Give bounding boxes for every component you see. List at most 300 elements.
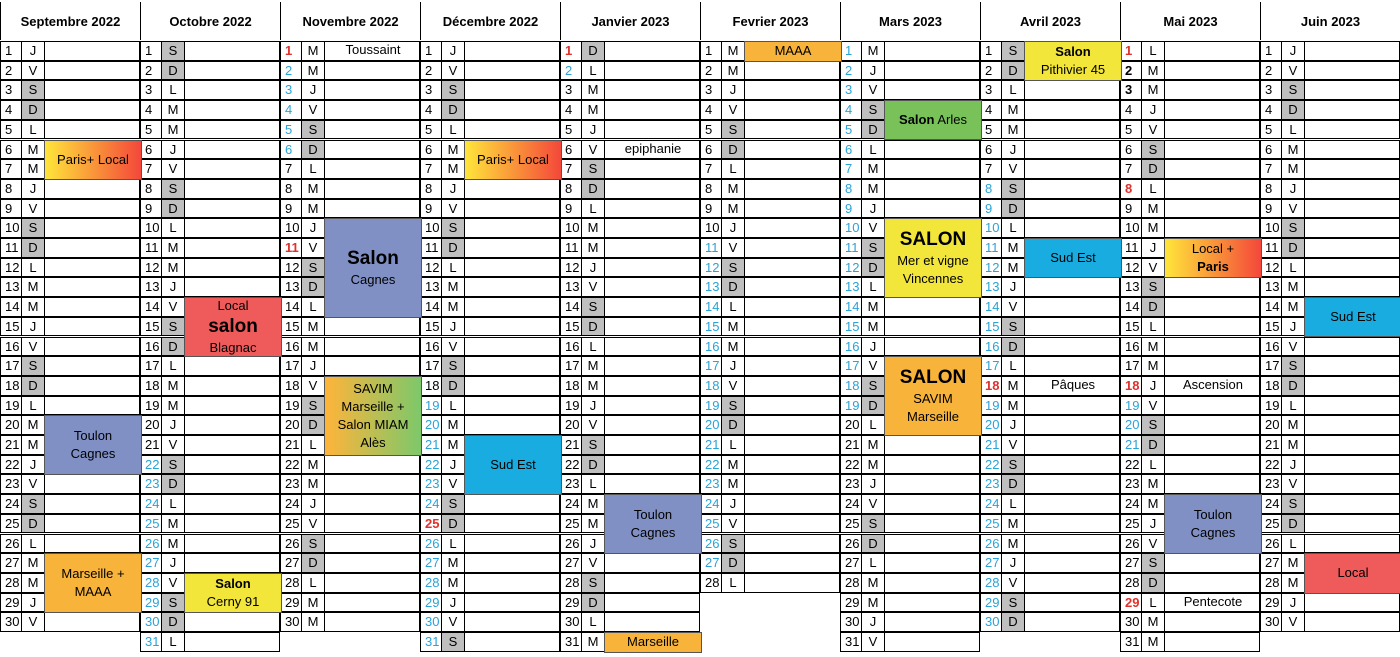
day-number: 11: [1260, 238, 1282, 258]
day-number: 25: [140, 514, 162, 534]
day-letter: J: [161, 140, 185, 160]
day-number: 3: [280, 80, 302, 100]
day-number: 22: [0, 455, 22, 475]
day-letter: S: [1001, 455, 1025, 475]
day-event-cell: [464, 120, 560, 140]
event-label: Salon Arles: [899, 112, 967, 128]
day-number: 29: [420, 593, 442, 613]
day-event-cell: [464, 415, 560, 435]
day-letter: D: [441, 100, 465, 120]
day-number: 21: [420, 435, 442, 455]
event-label: Marseille +: [61, 566, 125, 582]
day-number: 30: [980, 612, 1002, 632]
day-letter: V: [1001, 297, 1025, 317]
day-event-cell: [464, 494, 560, 514]
day-number: 3: [1120, 80, 1142, 100]
day-letter: D: [1001, 61, 1025, 81]
day-number: 25: [1260, 514, 1282, 534]
day-number: 19: [840, 396, 862, 416]
day-letter: J: [861, 61, 885, 81]
day-letter: D: [581, 593, 605, 613]
day-number: 16: [0, 337, 22, 357]
day-letter: M: [1281, 159, 1305, 179]
day-letter: M: [1281, 140, 1305, 160]
day-number: 1: [420, 41, 442, 61]
day-event-cell: [884, 494, 980, 514]
event-label: Toulon: [73, 428, 113, 444]
day-number: 23: [980, 474, 1002, 494]
day-number: 6: [1260, 140, 1282, 160]
month-header: Mai 2023: [1120, 2, 1260, 40]
day-event-cell: [1024, 415, 1120, 435]
day-event-cell: [184, 534, 280, 554]
day-event-cell: [44, 297, 140, 317]
day-event-cell: [884, 455, 980, 475]
day-number: 20: [420, 415, 442, 435]
day-event-cell: [1164, 415, 1260, 435]
event-label: Toulon: [1193, 507, 1233, 523]
day-number: 14: [280, 297, 302, 317]
day-letter: V: [721, 238, 745, 258]
day-event-cell: [464, 179, 560, 199]
day-number: 21: [0, 435, 22, 455]
day-number: 20: [840, 415, 862, 435]
day-number: 9: [1120, 199, 1142, 219]
day-event-cell: [604, 435, 700, 455]
day-event-cell: [184, 100, 280, 120]
event-block: [324, 218, 422, 318]
day-number: 15: [840, 317, 862, 337]
day-letter: M: [861, 41, 885, 61]
day-number: 24: [0, 494, 22, 514]
day-letter: M: [861, 179, 885, 199]
day-number: 3: [1260, 80, 1282, 100]
day-number: 17: [420, 356, 442, 376]
day-letter: V: [441, 612, 465, 632]
day-letter: M: [21, 415, 45, 435]
day-number: 15: [980, 317, 1002, 337]
day-letter: S: [301, 396, 325, 416]
day-event-cell: [324, 494, 420, 514]
day-event-cell: [604, 120, 700, 140]
day-event-cell: [1304, 41, 1400, 61]
day-number: 12: [560, 258, 582, 278]
day-number: 11: [0, 238, 22, 258]
day-event-cell: [884, 199, 980, 219]
day-number: 28: [1260, 573, 1282, 593]
day-event-cell: [44, 514, 140, 534]
day-number: 13: [840, 277, 862, 297]
day-event-cell: [44, 396, 140, 416]
day-event-cell: [884, 80, 980, 100]
day-number: 25: [420, 514, 442, 534]
day-letter: S: [581, 435, 605, 455]
day-number: 5: [560, 120, 582, 140]
day-number: 11: [280, 238, 302, 258]
day-letter: J: [861, 474, 885, 494]
day-letter: S: [161, 41, 185, 61]
day-letter: S: [721, 258, 745, 278]
day-event-cell: [184, 435, 280, 455]
day-number: 25: [700, 514, 722, 534]
day-letter: V: [161, 297, 185, 317]
day-event-cell: [604, 612, 700, 632]
day-number: 15: [560, 317, 582, 337]
day-number: 27: [980, 553, 1002, 573]
day-letter: L: [721, 435, 745, 455]
day-letter: V: [581, 277, 605, 297]
day-event-cell: [1164, 474, 1260, 494]
day-number: 12: [980, 258, 1002, 278]
day-number: 26: [140, 534, 162, 554]
day-number: 6: [700, 140, 722, 160]
day-letter: J: [301, 218, 325, 238]
day-number: 14: [0, 297, 22, 317]
day-number: 5: [1260, 120, 1282, 140]
day-letter: L: [1141, 317, 1165, 337]
day-number: 21: [1120, 435, 1142, 455]
day-number: 2: [840, 61, 862, 81]
day-number: 17: [980, 356, 1002, 376]
day-event-cell: [744, 159, 840, 179]
day-event-cell: [464, 199, 560, 219]
day-letter: J: [1001, 553, 1025, 573]
day-number: 30: [1260, 612, 1282, 632]
day-letter: M: [21, 297, 45, 317]
day-number: 13: [0, 277, 22, 297]
day-letter: S: [1141, 415, 1165, 435]
day-event-cell: [464, 573, 560, 593]
day-letter: J: [1281, 455, 1305, 475]
day-number: 30: [0, 612, 22, 632]
day-event-cell: [604, 593, 700, 613]
day-letter: V: [301, 514, 325, 534]
event-label: Sud Est: [1330, 309, 1376, 325]
day-letter: S: [301, 120, 325, 140]
day-letter: J: [1001, 140, 1025, 160]
day-letter: L: [1141, 41, 1165, 61]
day-number: 26: [700, 534, 722, 554]
event-block: [1164, 238, 1262, 278]
day-event-cell: [1164, 455, 1260, 475]
day-number: 7: [700, 159, 722, 179]
day-event-cell: [1304, 455, 1400, 475]
day-event-cell: [744, 553, 840, 573]
day-event-cell: [604, 474, 700, 494]
day-letter: M: [441, 415, 465, 435]
day-letter: J: [161, 553, 185, 573]
day-letter: J: [1141, 376, 1165, 396]
day-letter: L: [441, 258, 465, 278]
day-number: 3: [140, 80, 162, 100]
day-letter: D: [301, 553, 325, 573]
day-letter: L: [161, 632, 185, 652]
day-event-cell: [44, 474, 140, 494]
day-number: 28: [1120, 573, 1142, 593]
day-number: 18: [140, 376, 162, 396]
day-number: 30: [1120, 612, 1142, 632]
day-event-cell: [1164, 277, 1260, 297]
day-letter: S: [581, 159, 605, 179]
day-letter: D: [1281, 238, 1305, 258]
day-number: 28: [840, 573, 862, 593]
event-block: [1024, 238, 1122, 278]
day-event-cell: [1164, 553, 1260, 573]
day-event-cell: [324, 534, 420, 554]
day-event-cell: [1164, 632, 1260, 652]
day-letter: M: [1281, 297, 1305, 317]
day-letter: M: [441, 140, 465, 160]
day-letter: J: [161, 277, 185, 297]
day-event-cell: [604, 100, 700, 120]
event-label: Cerny 91: [206, 594, 260, 610]
day-event-cell: [744, 179, 840, 199]
day-letter: L: [441, 534, 465, 554]
day-letter: S: [581, 573, 605, 593]
day-number: 8: [560, 179, 582, 199]
day-letter: D: [1281, 376, 1305, 396]
day-number: 5: [140, 120, 162, 140]
day-number: 4: [560, 100, 582, 120]
day-number: 22: [1260, 455, 1282, 475]
day-event-cell: [884, 573, 980, 593]
day-event-cell: [464, 632, 560, 652]
day-number: 9: [140, 199, 162, 219]
day-number: 7: [560, 159, 582, 179]
day-number: 26: [560, 534, 582, 554]
day-event-cell: [1164, 159, 1260, 179]
day-letter: M: [301, 593, 325, 613]
day-number: 10: [0, 218, 22, 238]
day-event-cell: [44, 218, 140, 238]
day-number: 29: [1120, 593, 1142, 613]
day-letter: L: [1281, 534, 1305, 554]
day-event-cell: [1164, 61, 1260, 81]
day-letter: S: [1001, 41, 1025, 61]
day-letter: M: [721, 474, 745, 494]
day-event-cell: [1304, 612, 1400, 632]
day-number: 7: [420, 159, 442, 179]
event-label: MAAA: [774, 43, 812, 59]
day-number: 6: [840, 140, 862, 160]
day-letter: L: [301, 573, 325, 593]
day-number: 27: [0, 553, 22, 573]
day-event-cell: [1164, 120, 1260, 140]
day-number: 2: [280, 61, 302, 81]
day-letter: L: [581, 474, 605, 494]
day-number: 2: [140, 61, 162, 81]
day-letter: L: [1001, 218, 1025, 238]
day-letter: J: [1281, 41, 1305, 61]
day-letter: M: [21, 277, 45, 297]
day-letter: J: [721, 356, 745, 376]
day-letter: J: [1281, 593, 1305, 613]
day-letter: S: [21, 356, 45, 376]
day-number: 6: [560, 140, 582, 160]
event-label: Paris+ Local: [57, 151, 129, 167]
day-number: 13: [560, 277, 582, 297]
event-block: [604, 632, 702, 653]
day-event-cell: [744, 474, 840, 494]
day-letter: L: [1141, 455, 1165, 475]
day-event-cell: [184, 612, 280, 632]
day-letter: M: [1001, 120, 1025, 140]
day-letter: J: [301, 80, 325, 100]
day-number: 14: [420, 297, 442, 317]
day-number: 19: [420, 396, 442, 416]
day-event-cell: [1164, 337, 1260, 357]
day-event-cell: [1304, 179, 1400, 199]
day-letter: M: [861, 297, 885, 317]
day-letter: V: [161, 159, 185, 179]
day-number: 12: [1120, 258, 1142, 278]
day-letter: S: [861, 514, 885, 534]
day-letter: D: [581, 41, 605, 61]
event-label: Cagnes: [630, 525, 676, 541]
day-number: 23: [280, 474, 302, 494]
day-number: 29: [280, 593, 302, 613]
event-label: Blagnac: [209, 340, 257, 356]
event-label: Salon: [215, 576, 251, 592]
day-event-cell: [464, 553, 560, 573]
day-number: 25: [560, 514, 582, 534]
day-number: 8: [0, 179, 22, 199]
day-number: 29: [980, 593, 1002, 613]
day-number: 5: [700, 120, 722, 140]
day-event-cell: [884, 140, 980, 160]
day-letter: S: [21, 494, 45, 514]
day-event-cell: [884, 474, 980, 494]
day-number: 22: [980, 455, 1002, 475]
day-event-cell: [44, 376, 140, 396]
day-event-cell: [324, 80, 420, 100]
day-event-cell: [1304, 494, 1400, 514]
day-number: 21: [140, 435, 162, 455]
day-letter: S: [1001, 179, 1025, 199]
day-letter: D: [1001, 612, 1025, 632]
day-number: 2: [1260, 61, 1282, 81]
day-number: 23: [420, 474, 442, 494]
day-event-cell: [324, 120, 420, 140]
event-label: Cagnes: [1190, 525, 1236, 541]
day-letter: D: [441, 376, 465, 396]
day-number: 1: [840, 41, 862, 61]
day-letter: V: [581, 553, 605, 573]
day-letter: D: [441, 514, 465, 534]
day-number: 4: [280, 100, 302, 120]
day-event-cell: [1304, 159, 1400, 179]
day-letter: V: [21, 612, 45, 632]
day-event-cell: [1304, 61, 1400, 81]
day-number: 18: [1260, 376, 1282, 396]
day-number: 18: [1120, 376, 1142, 396]
day-letter: L: [581, 199, 605, 219]
day-number: 28: [140, 573, 162, 593]
day-number: 16: [560, 337, 582, 357]
day-number: 30: [840, 612, 862, 632]
day-number: 18: [840, 376, 862, 396]
day-number: 23: [840, 474, 862, 494]
day-letter: M: [1001, 100, 1025, 120]
day-letter: M: [581, 376, 605, 396]
day-letter: D: [441, 238, 465, 258]
day-event-cell: [744, 140, 840, 160]
event-block: [1164, 494, 1262, 554]
day-number: 22: [280, 455, 302, 475]
day-number: 10: [280, 218, 302, 238]
day-number: 18: [560, 376, 582, 396]
day-event-cell: [324, 593, 420, 613]
day-number: 4: [700, 100, 722, 120]
day-letter: M: [861, 455, 885, 475]
day-event-cell: [884, 514, 980, 534]
day-number: 31: [420, 632, 442, 652]
day-letter: J: [721, 80, 745, 100]
day-number: 21: [980, 435, 1002, 455]
day-letter: S: [861, 100, 885, 120]
day-event-cell: [44, 80, 140, 100]
day-event-cell: [324, 159, 420, 179]
event-label: Mer et vigne: [897, 253, 969, 269]
day-number: 1: [560, 41, 582, 61]
event-block: [744, 41, 842, 62]
day-number: 26: [420, 534, 442, 554]
day-letter: V: [1281, 474, 1305, 494]
day-number: 12: [420, 258, 442, 278]
day-letter: L: [301, 297, 325, 317]
day-number: 7: [280, 159, 302, 179]
day-number: 29: [1260, 593, 1282, 613]
day-event-cell: [44, 337, 140, 357]
day-event-cell: [464, 258, 560, 278]
day-letter: L: [1281, 396, 1305, 416]
day-number: 13: [140, 277, 162, 297]
day-event-cell: [324, 514, 420, 534]
day-event-cell: [324, 337, 420, 357]
day-number: 22: [560, 455, 582, 475]
day-number: 30: [560, 612, 582, 632]
day-number: 16: [980, 337, 1002, 357]
day-number: 20: [0, 415, 22, 435]
day-letter: M: [721, 199, 745, 219]
day-letter: M: [721, 179, 745, 199]
day-number: 19: [0, 396, 22, 416]
day-letter: S: [161, 455, 185, 475]
day-letter: L: [441, 120, 465, 140]
day-letter: L: [1141, 593, 1165, 613]
day-letter: J: [161, 415, 185, 435]
day-event-cell: [744, 435, 840, 455]
day-event-cell: [324, 553, 420, 573]
event-label: Paris: [1197, 259, 1229, 275]
day-letter: L: [861, 553, 885, 573]
day-event-cell: [44, 179, 140, 199]
day-letter: S: [301, 258, 325, 278]
day-event-cell: [1164, 317, 1260, 337]
day-letter: L: [161, 356, 185, 376]
day-number: 16: [700, 337, 722, 357]
day-number: 22: [1120, 455, 1142, 475]
day-number: 23: [1260, 474, 1282, 494]
day-number: 20: [1120, 415, 1142, 435]
day-event-cell: [44, 238, 140, 258]
day-number: 27: [140, 553, 162, 573]
day-event-cell: [1304, 514, 1400, 534]
day-event-cell: [184, 258, 280, 278]
day-event-cell: [884, 593, 980, 613]
holiday-note: Pâques: [1050, 376, 1096, 392]
day-event-cell: [744, 356, 840, 376]
